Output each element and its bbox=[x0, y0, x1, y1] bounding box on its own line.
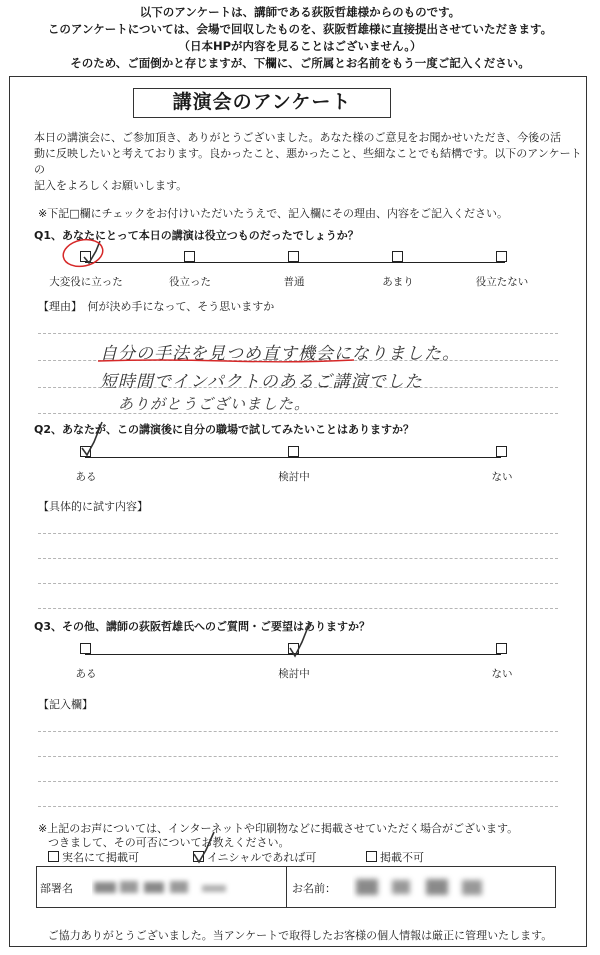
q3-checkbox-3[interactable] bbox=[496, 643, 507, 654]
q2-option-3-label: ない bbox=[491, 471, 513, 483]
q3-rule-3 bbox=[38, 781, 558, 782]
intro-text bbox=[34, 130, 582, 194]
q1-scale-line bbox=[85, 262, 505, 263]
publication-option-1-label: 実名にて掲載可 bbox=[62, 851, 139, 864]
publication-checkbox-no[interactable] bbox=[366, 851, 377, 862]
q2-rule-4 bbox=[38, 608, 558, 609]
q1-check-mark bbox=[56, 233, 116, 273]
department-redacted bbox=[92, 876, 264, 898]
publication-checkbox-real-name[interactable] bbox=[48, 851, 59, 862]
q2-rule-3 bbox=[38, 583, 558, 584]
q2-scale-line bbox=[85, 457, 501, 458]
q2-rule-2 bbox=[38, 558, 558, 559]
q1-checkbox-4[interactable] bbox=[392, 251, 403, 262]
q1-option-4-label: あまり bbox=[382, 276, 414, 288]
header-line-2: このアンケートについては、会場で回収したものを、荻阪哲雄様に直接提出させていただきます。 bbox=[47, 22, 553, 36]
q3-option-2-label: 検討中 bbox=[278, 668, 310, 680]
q1-option-3-label: 普通 bbox=[283, 276, 305, 288]
signature-divider bbox=[286, 866, 287, 908]
q2-checkbox-2[interactable] bbox=[288, 446, 299, 457]
q3-checkbox-1[interactable] bbox=[80, 643, 91, 654]
survey-title: 講演会のアンケート bbox=[133, 88, 391, 118]
q1-reason-label: 【理由】 何が決め手になって、そう思いますか bbox=[38, 300, 275, 313]
q1-checkbox-5[interactable] bbox=[496, 251, 507, 262]
q1-handwriting-2: 短時間でインパクトのあるご講演でした bbox=[100, 372, 423, 392]
q2-detail-label: 【具体的に試す内容】 bbox=[38, 500, 148, 513]
intro-line-1: 本日の講演会に、ご参加頂き、ありがとうございました。あなた様のご意見をお聞かせいただき、今後の活 bbox=[34, 131, 562, 144]
q3-rule-1 bbox=[38, 731, 558, 732]
q3-rule-2 bbox=[38, 756, 558, 757]
publication-option-2-label: イニシャルであれば可 bbox=[207, 851, 317, 864]
q1-rule-1 bbox=[38, 333, 558, 334]
publication-option-3-label: 掲載不可 bbox=[380, 851, 424, 864]
q1-question: Q1、あなたにとって本日の講演は役立つものだったでしょうか？ bbox=[34, 229, 359, 242]
intro-line-3: 記入をよろしくお願いします。 bbox=[34, 179, 188, 192]
intro-line-2: 動に反映したいと考えております。良かったこと、悪かったこと、些細なことでも結構です。以下のアンケートの bbox=[34, 147, 582, 176]
q1-option-1-label: 大変役に立った bbox=[49, 276, 123, 288]
q1-checkbox-3[interactable] bbox=[288, 251, 299, 262]
q3-option-1-label: ある bbox=[75, 668, 97, 680]
q3-check-mark bbox=[282, 620, 322, 660]
publication-check-mark bbox=[188, 826, 228, 866]
publication-note-2: つきまして、その可否についてお教えください。 bbox=[48, 836, 290, 849]
q1-handwriting-3: ありがとうございました。 bbox=[118, 395, 311, 413]
name-label: お名前： bbox=[292, 882, 336, 895]
q2-rule-1 bbox=[38, 533, 558, 534]
footer-text: ご協力ありがとうございました。当アンケートで取得したお客様の個人情報は厳正に管理いたします。 bbox=[47, 929, 553, 942]
q2-check-mark bbox=[76, 418, 116, 458]
publication-note-1: ※上記のお声については、インターネットや印刷物などに掲載させていただく場合がございます。 bbox=[38, 822, 519, 835]
q3-question: Q3、その他、講師の荻阪哲雄氏へのご質問・ご要望はありますか？ bbox=[34, 620, 371, 633]
q1-option-2-label: 役立った bbox=[169, 276, 211, 288]
name-redacted bbox=[352, 873, 502, 901]
q3-rule-4 bbox=[38, 806, 558, 807]
q2-option-2-label: 検討中 bbox=[278, 471, 310, 483]
q2-checkbox-3[interactable] bbox=[496, 446, 507, 457]
q1-checkbox-2[interactable] bbox=[184, 251, 195, 262]
q2-question: Q2、あなたが、この講演後に自分の職場で試してみたいことはありますか？ bbox=[34, 423, 415, 436]
header-line-4: そのため、ご面倒かと存じますが、下欄に、ご所属とお名前をもう一度ご記入ください。 bbox=[70, 56, 530, 70]
header-line-1: 以下のアンケートは、講師である荻阪哲雄様からのものです。 bbox=[139, 5, 461, 19]
q3-detail-label: 【記入欄】 bbox=[38, 698, 93, 711]
q3-option-3-label: ない bbox=[491, 668, 513, 680]
q1-red-underline bbox=[96, 357, 356, 365]
q1-handwriting-1: 自分の手法を見つめ直す機会になりました。 bbox=[100, 344, 460, 364]
instruction-text: ※下記□欄にチェックをお付けいただいたうえで、記入欄にその理由、内容をご記入ください。 bbox=[38, 207, 509, 220]
q2-option-1-label: ある bbox=[75, 471, 97, 483]
department-label: 部署名 bbox=[40, 882, 73, 895]
header-line-3: （日本HPが内容を見ることはございません。） bbox=[178, 39, 422, 53]
q1-option-5-label: 役立たない bbox=[475, 276, 529, 288]
